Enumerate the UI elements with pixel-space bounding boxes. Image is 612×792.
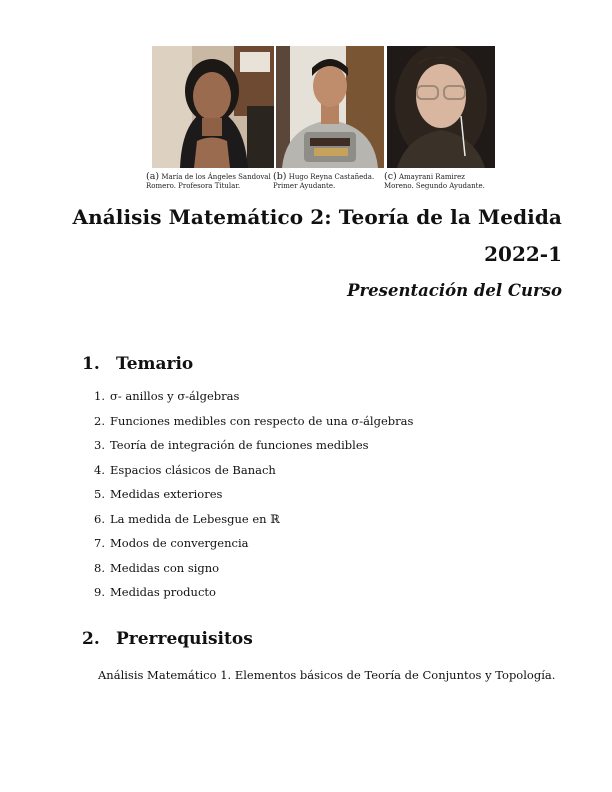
list-item (94, 437, 534, 462)
list-item (94, 462, 534, 487)
item-number: 7. (94, 536, 105, 550)
item-text: Modos de convergencia (110, 536, 249, 550)
item-text: Funciones medibles con respecto de una σ-álgebras (110, 413, 414, 428)
caption-b (273, 172, 385, 191)
item-number: 8. (94, 560, 105, 575)
section-title: Prerrequisitos (116, 629, 253, 649)
caption-text: María de los Ángeles Sandoval Romero. Profesora Titular. (146, 173, 271, 190)
temario-list (94, 388, 534, 609)
caption-text: Hugo Reyna Castañeda. Primer Ayudante. (273, 173, 375, 190)
list-item (94, 388, 534, 413)
item-number: 1. (94, 389, 105, 403)
section-number: 2. (82, 629, 100, 649)
caption-c (384, 172, 496, 191)
caption-tag: (a) (146, 171, 160, 182)
item-number: 5. (94, 487, 105, 501)
list-item (94, 560, 534, 585)
item-text: Medidas exteriores (110, 487, 223, 501)
photo-profesora (152, 46, 274, 168)
item-text: Medidas producto (110, 585, 216, 599)
item-text: Medidas con signo (110, 560, 220, 575)
item-number: 2. (94, 413, 105, 428)
section-heading-temario (82, 354, 193, 374)
photo-primer-ayudante (276, 46, 384, 168)
item-number: 4. (94, 462, 105, 477)
caption-tag: (c) (384, 171, 397, 182)
photo-segundo-ayudante (387, 46, 495, 168)
photo-strip (152, 46, 495, 171)
section-title: Temario (116, 354, 194, 374)
section-heading-prerrequisitos (82, 629, 253, 649)
list-item (94, 486, 534, 511)
list-item (94, 535, 534, 560)
photo-captions (146, 172, 498, 194)
item-text: σ- anillos y σ-álgebras (110, 389, 240, 403)
document-year: 2022-1 (484, 242, 562, 266)
list-item (94, 584, 534, 609)
caption-a (146, 172, 274, 191)
section-number: 1. (82, 354, 100, 374)
item-text: Espacios clásicos de Banach (110, 462, 276, 477)
caption-tag: (b) (273, 171, 287, 182)
document-subtitle: Presentación del Curso (347, 281, 562, 300)
item-number: 3. (94, 438, 105, 452)
prerrequisitos-text: Análisis Matemático 1. Elementos básicos de Teoría de Conjuntos y Topología. (98, 668, 556, 682)
document-title: Análisis Matemático 2: Teoría de la Medida (72, 205, 562, 229)
caption-text: Amayrani Ramirez Moreno. Segundo Ayudante. (384, 173, 485, 190)
item-number: 9. (94, 585, 105, 599)
item-text: Teoría de integración de funciones medibles (110, 438, 369, 452)
list-item (94, 413, 534, 438)
list-item (94, 511, 534, 536)
item-number: 6. (94, 511, 105, 526)
item-text: La medida de Lebesgue en ℝ (110, 511, 280, 526)
